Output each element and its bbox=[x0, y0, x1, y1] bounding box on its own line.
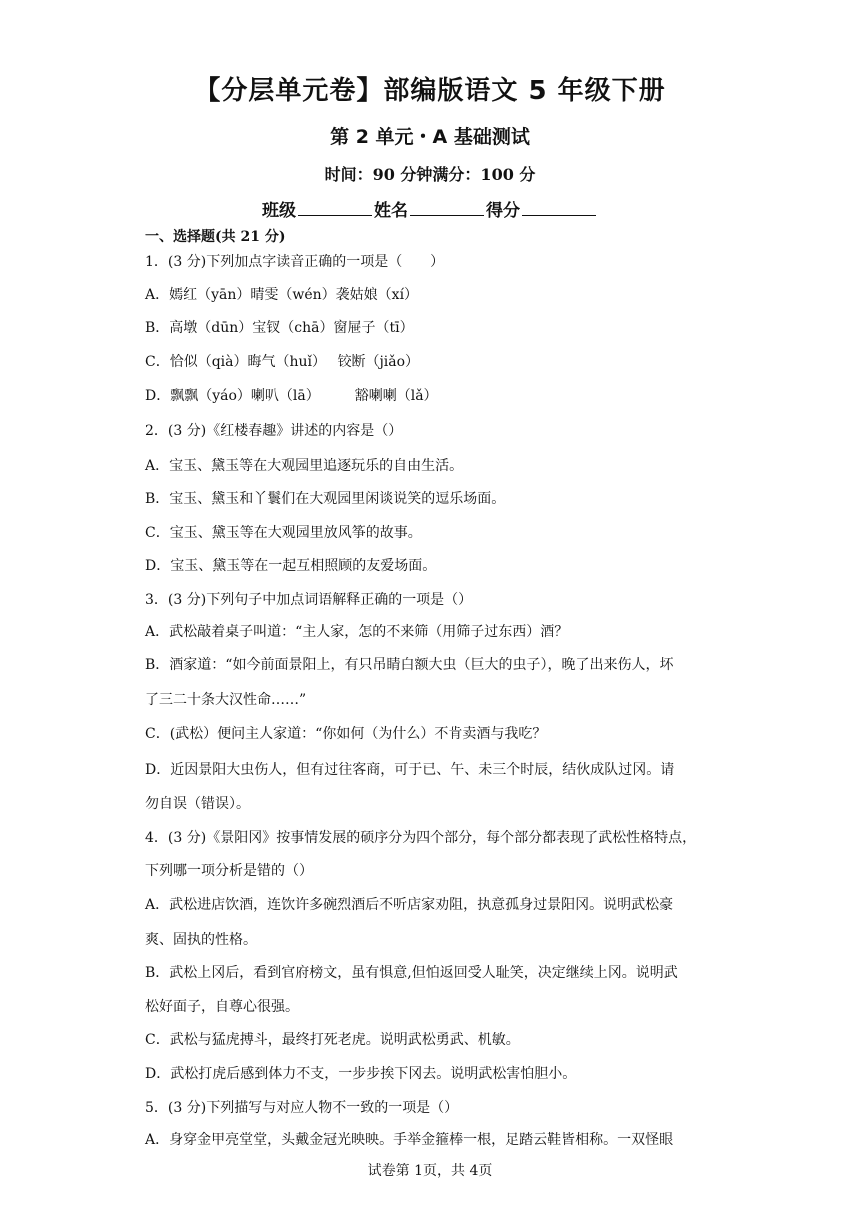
page-footer: 试卷第 1页，共 4页 bbox=[367, 1163, 493, 1179]
class-blank[interactable] bbox=[298, 198, 372, 216]
question-1-option-b: B．高墩（dūn）宝钗（chā）窗屉子（tī） bbox=[145, 320, 414, 336]
time-score-line: 时间：90 分钟满分：100 分 bbox=[324, 165, 536, 184]
question-4-stem-cont: 下列哪一项分析是错的（） bbox=[145, 863, 313, 879]
question-3-option-d-cont: 勿自误（错误）。 bbox=[145, 796, 250, 812]
question-3-option-b: B．酒家道：“如今前面景阳上，有只吊睛白额大虫（巨大的虫子），晚了出来伤人，坏 bbox=[145, 657, 674, 673]
question-3-stem: 3．(3 分)下列句子中加点词语解释正确的一项是（） bbox=[145, 592, 473, 608]
question-3-option-c: C．(武松）便问主人家道：“你如何（为什么）不肯卖酒与我吃？ bbox=[145, 726, 547, 742]
question-4-option-d: D．武松打虎后感到体力不支，一步步挨下冈去。说明武松害怕胆小。 bbox=[145, 1066, 577, 1082]
page-title: 【分层单元卷】部编版语文 5 年级下册 bbox=[194, 76, 666, 106]
question-1-option-c: C．恰似（qià）晦气（huǐ） 铰断（jiǎo） bbox=[145, 354, 420, 370]
question-4-option-a: A．武松进店饮酒，连饮许多碗烈酒后不听店家劝阻，执意孤身过景阳冈。说明武松豪 bbox=[145, 897, 674, 913]
name-blank[interactable] bbox=[410, 198, 484, 216]
student-info-line bbox=[0, 196, 860, 221]
question-4-option-c: C．武松与猛虎搏斗，最终打死老虎。说明武松勇武、机敏。 bbox=[145, 1032, 520, 1048]
question-1-option-a: A．嫣红（yān）晴雯（wén）袭姑娘（xí） bbox=[145, 287, 419, 303]
question-2-option-c: C．宝玉、黛玉等在大观园里放风筝的故事。 bbox=[145, 525, 422, 541]
question-4-option-a-cont: 爽、固执的性格。 bbox=[145, 932, 257, 948]
question-3-option-b-cont: 了三二十条大汉性命……” bbox=[145, 692, 307, 708]
unit-subtitle: 第 2 单元・A 基础测试 bbox=[330, 126, 530, 148]
question-2-stem: 2．(3 分)《红楼春趣》讲述的内容是（） bbox=[145, 423, 403, 439]
section-heading: 一、选择题(共 21 分) bbox=[145, 229, 286, 245]
question-2-option-d: D．宝玉、黛玉等在一起互相照顾的友爱场面。 bbox=[145, 558, 437, 574]
question-5-option-a: A．身穿金甲亮堂堂，头戴金冠光映映。手举金箍棒一根，足踏云鞋皆相称。一双怪眼 bbox=[145, 1132, 674, 1148]
question-4-stem: 4．(3 分)《景阳冈》按事情发展的硕序分为四个部分，每个部分都表现了武松性格特点， bbox=[145, 830, 697, 846]
name-label: 姓名 bbox=[374, 201, 408, 221]
question-4-option-b: B．武松上冈后，看到官府榜文，虽有惧意,但怕返回受人耻笑，决定继续上冈。说明武 bbox=[145, 965, 678, 981]
score-blank[interactable] bbox=[522, 198, 596, 216]
question-2-option-b: B．宝玉、黛玉和丫鬟们在大观园里闲谈说笑的逗乐场面。 bbox=[145, 491, 506, 507]
question-2-option-a: A．宝玉、黛玉等在大观园里追逐玩乐的自由生活。 bbox=[145, 458, 464, 474]
class-label: 班级 bbox=[262, 201, 296, 221]
score-label: 得分 bbox=[486, 201, 520, 221]
question-4-option-b-cont: 松好面子，自尊心很强。 bbox=[145, 999, 299, 1015]
question-3-option-d: D．近因景阳大虫伤人，但有过往客商，可于已、午、未三个时辰，结伙成队过冈。请 bbox=[145, 762, 675, 778]
question-1-stem: 1．(3 分)下列加点字读音正确的一项是（ ） bbox=[145, 254, 445, 270]
question-3-option-a: A．武松敲着桌子叫道：“主人家，怎的不来筛（用筛子过东西）酒？ bbox=[145, 624, 569, 640]
question-5-stem: 5．(3 分)下列描写与对应人物不一致的一项是（） bbox=[145, 1100, 459, 1116]
question-1-option-d: D．飘飘（yáo）喇叭（lā） 豁喇喇（lǎ） bbox=[145, 388, 438, 404]
